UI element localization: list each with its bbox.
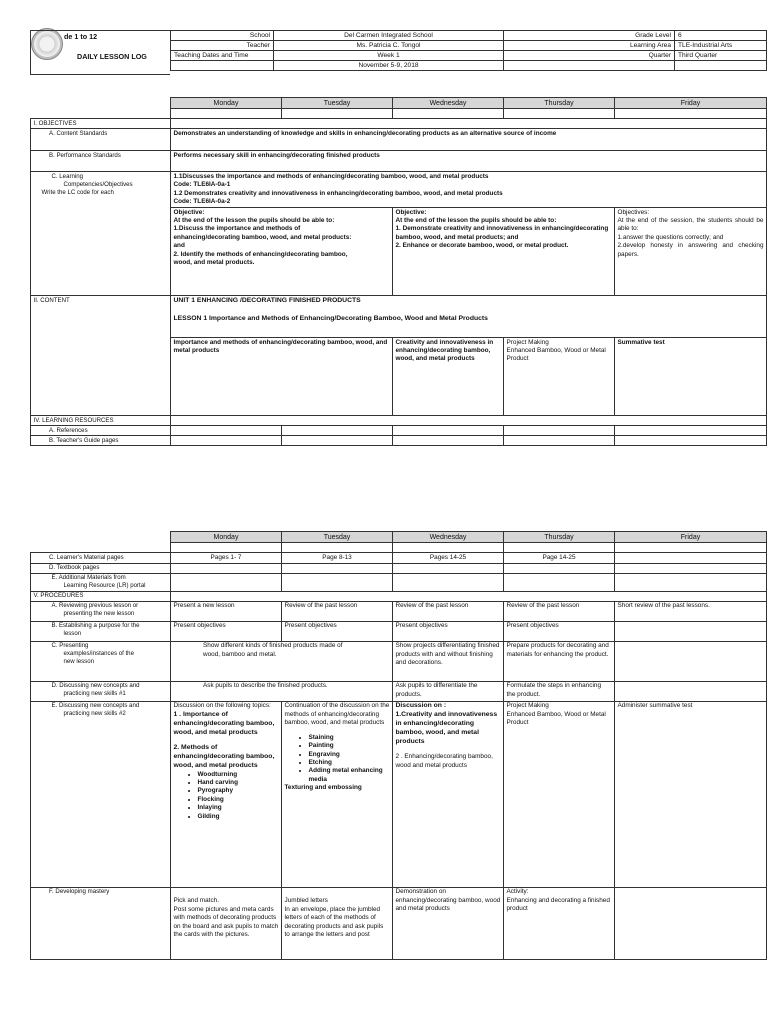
procedure-a-label: A. Reviewing previous lesson or presenting the new lesson [31,601,171,621]
content-label: II. CONTENT [31,296,171,416]
day-tuesday: Tuesday [282,98,393,109]
f-monday: Pick and match. Post some pictures and meta cards with methods of decorating products on the board and ask pupils to match the cards with the pictures. [171,887,282,959]
c-thursday: Prepare products for decorating and materials for enhancing the product. [504,641,615,681]
procedure-e-label: E. Discussing new concepts and practicing new skills #2 [31,701,171,887]
content-standards-label: A. Content Standards [31,129,171,151]
a-thursday: Review of the past lesson [504,601,615,621]
lesson-table-1 [30,97,767,446]
dates-value: Week 1 [274,51,504,61]
c-wednesday: Show projects differentiating finished products with and without finishing and decorations. [393,641,504,681]
references-label: A. References [31,426,171,436]
a-friday: Short review of the past lessons. [615,601,767,621]
procedure-d-label: D. Discussing new concepts and practicing new skills #1 [31,681,171,701]
a-tuesday: Review of the past lesson [282,601,393,621]
quarter-label: Quarter [504,51,675,61]
content-monday: Importance and methods of enhancing/decorating bamboo, wood, and metal products [171,338,393,416]
school-label: School [171,31,274,41]
e-friday: Administer summative test [615,701,767,887]
f-tuesday: Jumbled letters In an envelope, place the jumbled letters of each of the methods of decorating products and ask pupils to arrange the letters and post [282,887,393,959]
grade-value: 6 [675,31,767,41]
methods-list-2: • Staining • Painting • Engraving • Etching • Adding metal enhancing media [285,734,390,785]
resources-label: IV. LEARNING RESOURCES [31,416,171,426]
content-wednesday: Creativity and innovativeness in enhancing/decorating bamboo, wood, and metal products [393,338,504,416]
school-value: Del Carmen Integrated School [274,31,504,41]
d-thursday: Formulate the steps in enhancing the product. [504,681,615,701]
competencies-label: C. Learning Competencies/Objectives Write the LC code for each [31,172,171,296]
d-wednesday: Ask pupils to differentiate the products. [393,681,504,701]
area-label: Learning Area [504,41,675,51]
textbook-label: D. Textbook pages [31,563,171,573]
header-table [170,30,767,71]
b-wednesday: Present objectives [393,621,504,641]
grade-range: de 1 to 12 [64,32,98,41]
procedure-f-label: F. Developing mastery [31,887,171,959]
content-standards: Demonstrates an understanding of knowledge and skills in enhancing/decorating products as an alternative source of income [171,129,767,151]
day-wednesday-2: Wednesday [393,532,504,543]
e-monday: Discussion on the following topics: 1 . Importance of enhancing/decorating bamboo, wood, and metal products 2. Methods of enhancing/decorating bamboo, wood, and metal products • Woodturning • Hand carving • Pyrography • Flocking • Inlaying • Gilding [171,701,282,887]
f-wednesday: Demonstration on enhancing/decorating bamboo, wood and metal products [393,887,504,959]
objective-friday: Objectives: At the end of the session, the students should be able to: 1.answer the questions correctly; and 2.develop honesty in answering and checking papers. [615,208,767,296]
performance-standards: Performs necessary skill in enhancing/decorating finished products [171,151,767,172]
lm-thursday: Page 14-25 [504,553,615,563]
additional-materials-label: E. Additional Materials from Learning Resource (LR) portal [31,573,171,591]
lm-wednesday: Pages 14-25 [393,553,504,563]
a-wednesday: Review of the past lesson [393,601,504,621]
day-thursday: Thursday [504,98,615,109]
b-tuesday: Present objectives [282,621,393,641]
day-tuesday-2: Tuesday [282,532,393,543]
teacher-value: Ms. Patricia C. Tongol [274,41,504,51]
e-tuesday: Continuation of the discussion on the methods of enhancing/decorating bamboo, wood, and metal products • Staining • Painting • Engraving • Etching • Adding metal enhancing media Texturing and embossing [282,701,393,887]
d-monday-tuesday: Ask pupils to describe the finished products. [171,681,393,701]
unit-lesson: UNIT 1 ENHANCING /DECORATING FINISHED PRODUCTS LESSON 1 Importance and Methods of Enhancing/Decorating Bamboo, Wood and Metal Products [171,296,767,338]
e-wednesday: Discussion on : 1.Creativity and innovativeness in enhancing/decorating bamboo, wood, and metal products 2 . Enhancing/decorating bamboo, wood and metal products [393,701,504,887]
teacher-label: Teacher [171,41,274,51]
content-friday: Summative test [615,338,767,416]
day-friday-2: Friday [615,532,767,543]
objectives-label: I. OBJECTIVES [31,119,171,129]
dates-value-2: November 5-9, 2018 [274,61,504,71]
procedure-c-label: C. Presenting examples/instances of the new lesson [31,641,171,681]
log-title: DAILY LESSON LOG [77,52,147,61]
methods-list: • Woodturning • Hand carving • Pyrography • Flocking • Inlaying • Gilding [174,771,279,822]
a-monday: Present a new lesson [171,601,282,621]
b-thursday: Present objectives [504,621,615,641]
day-monday-2: Monday [171,532,282,543]
procedures-label: V. PROCEDURES [31,591,171,601]
objective-wednesday: Objective: At the end of the lesson the pupils should be able to: 1. Demonstrate creativity and innovativeness in enhancing/decorating bamboo, wood, and metal products; and 2. Enhance or decorate bamboo, wood, or metal product. [393,208,615,296]
day-wednesday: Wednesday [393,98,504,109]
b-monday: Present objectives [171,621,282,641]
dates-label: Teaching Dates and Time [171,51,274,61]
performance-standards-label: B. Performance Standards [31,151,171,172]
f-thursday: Activity: Enhancing and decorating a finished product [504,887,615,959]
quarter-value: Third Quarter [675,51,767,61]
lm-tuesday: Page 8-13 [282,553,393,563]
objective-monday: Objective: At the end of the lesson the pupils should be able to: 1.Discuss the importance and methods of enhancing/decorating bamboo, wood, and metal products: and 2. Identify the methods of enhancing/decorating bamboo, wood, and metal products. [171,208,393,296]
teachers-guide-label: B. Teacher's Guide pages [31,436,171,446]
competencies: 1.1Discusses the importance and methods of enhancing/decorating bamboo, wood, and metal products Code: TLE6IA-0a-1 1.2 Demonstrates creativity and innovativeness in enhancing/decorating bamboo, wood, and metal products Code: TLE6IA-0a-2 [171,172,767,208]
lesson-table-2 [30,531,767,960]
c-monday-tuesday: Show different kinds of finished products made of wood, bamboo and metal. [171,641,393,681]
e-thursday: Project Making Enhanced Bamboo, Wood or Metal Product [504,701,615,887]
header-logo-box [30,30,170,75]
day-thursday-2: Thursday [504,532,615,543]
grade-label: Grade Level [504,31,675,41]
day-friday: Friday [615,98,767,109]
learners-material-label: C. Learner's Material pages [31,553,171,563]
lm-monday: Pages 1- 7 [171,553,282,563]
area-value: TLE-Industrial Arts [675,41,767,51]
procedure-b-label: B. Establishing a purpose for the lesson [31,621,171,641]
content-thursday: Project Making Enhanced Bamboo, Wood or Metal Product [504,338,615,416]
day-monday: Monday [171,98,282,109]
